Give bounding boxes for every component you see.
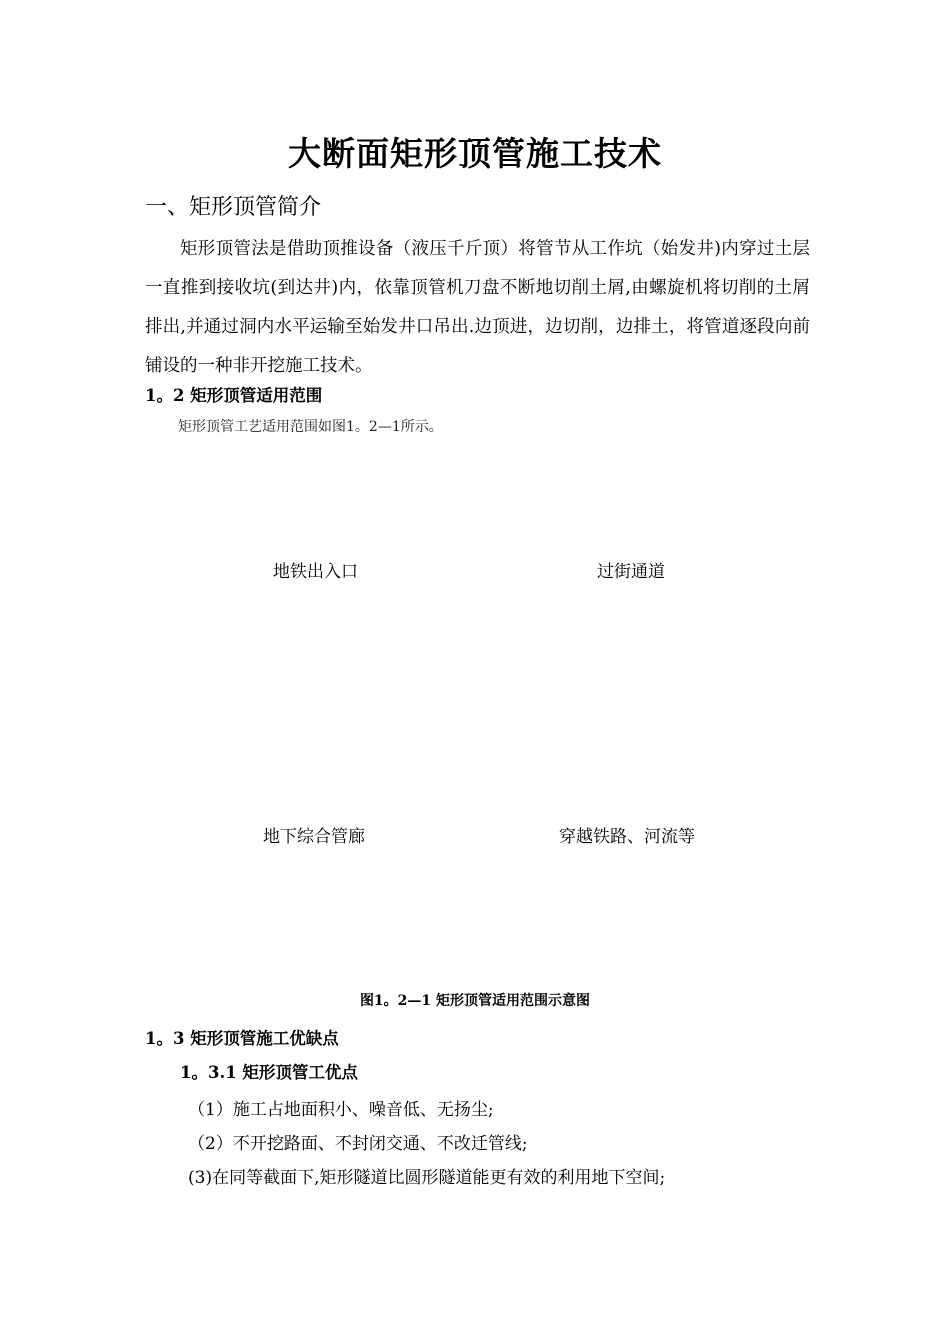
figure-caption: 图1。2—1 矩形顶管适用范围示意图 (359, 993, 591, 1009)
figure-label-utility-tunnel: 地下综合管廊 (263, 827, 365, 847)
figure-label-subway-entrance: 地铁出入口 (273, 562, 358, 582)
advantage-item: (3)在同等截面下,矩形隧道比圆形隧道能更有效的利用地下空间; (188, 1168, 666, 1188)
advantage-item: （1）施工占地面积小、噪音低、无扬尘; (188, 1100, 494, 1120)
figure-label-railway-river-crossing: 穿越铁路、河流等 (559, 827, 695, 847)
figure-label-underpass: 过街通道 (597, 562, 665, 582)
subsection-heading-advantages: 1。3.1 矩形顶管工优点 (180, 1063, 358, 1082)
scope-intro-text: 矩形顶管工艺适用范围如图1。2—1所示。 (178, 419, 443, 435)
section-heading-scope: 1。2 矩形顶管适用范围 (145, 386, 323, 405)
document-title: 大断面矩形顶管施工技术 (288, 134, 662, 173)
section-heading-pros-cons: 1。3 矩形顶管施工优缺点 (145, 1029, 339, 1048)
intro-paragraph: 矩形顶管法是借助顶推设备（液压千斤顶）将管节从工作坑（始发井)内穿过土层一直推到接收坑(到达井)内，依靠顶管机刀盘不断地切削土屑,由螺旋机将切削的土屑排出,并通过洞内水平运输至始发井口吊出.边顶进，边切削，边排土，将管道逐段向前铺设的一种非开挖施工技术。 (145, 239, 810, 376)
advantage-item: （2）不开挖路面、不封闭交通、不改迁管线; (188, 1134, 528, 1154)
section-heading-intro: 一、矩形顶管简介 (145, 195, 322, 220)
